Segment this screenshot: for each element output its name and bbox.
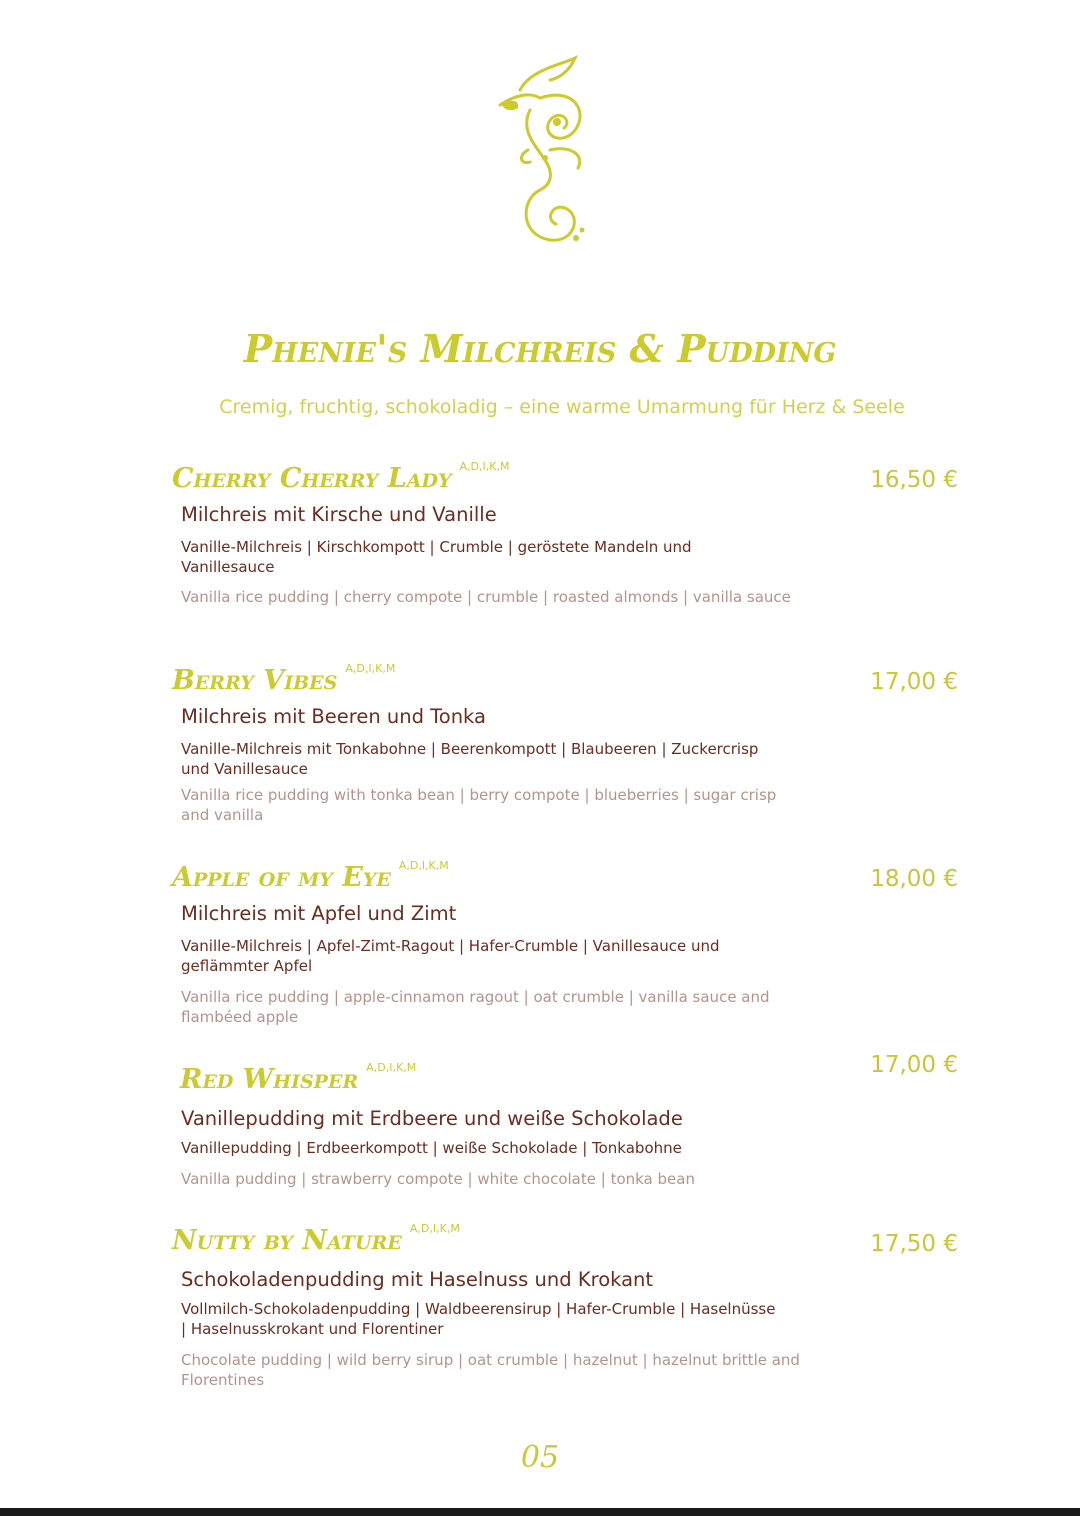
page-subtitle: Cremig, fruchtig, schokoladig – eine warme Umarmung für Herz & Seele [219, 396, 905, 418]
item-name: Nutty by Nature [172, 1225, 402, 1256]
item-description-de: Vanille-Milchreis mit Tonkabohne | Beerenkompott | Blaubeeren | Zuckercrisp und Vanillesauce [181, 740, 759, 778]
item-description-de: Vollmilch-Schokoladenpudding | Waldbeerensirup | Hafer-Crumble | Haselnüsse | Haselnusskrokant und Florentiner [181, 1300, 776, 1338]
seahorse-logo-icon [490, 50, 600, 250]
item-title-de: Milchreis mit Kirsche und Vanille [181, 503, 497, 526]
item-description-de: Vanille-Milchreis | Kirschkompott | Crumble | geröstete Mandeln und Vanillesauce [181, 538, 692, 576]
item-title-de: Vanillepudding mit Erdbeere und weiße Schokolade [181, 1107, 683, 1130]
item-name: Berry Vibes [172, 665, 338, 696]
item-name: Apple of my Eye [172, 862, 391, 893]
item-name-wrapper [180, 1061, 417, 1095]
item-description-en: Vanilla rice pudding | cherry compote | crumble | roasted almonds | vanilla sauce [181, 588, 791, 606]
item-description-en: Chocolate pudding | wild berry sirup | oat crumble | hazelnut | hazelnut brittle and Florentines [181, 1351, 800, 1389]
item-description-de: Vanille-Milchreis | Apfel-Zimt-Ragout | Hafer-Crumble | Vanillesauce und geflämmter Apfel [181, 937, 720, 975]
item-name-wrapper [172, 460, 510, 494]
item-description-en: Vanilla rice pudding | apple-cinnamon ragout | oat crumble | vanilla sauce and flambéed apple [181, 988, 770, 1026]
item-name: Cherry Cherry Lady [172, 463, 452, 494]
item-title-de: Milchreis mit Apfel und Zimt [181, 902, 457, 925]
item-name-wrapper [172, 859, 449, 893]
item-allergens: A,D,I,K,M [345, 662, 396, 675]
item-allergens: A,D,I,K,M [459, 460, 510, 473]
item-price: 18,00 € [870, 866, 958, 892]
item-price: 17,00 € [870, 669, 958, 695]
item-allergens: A,D,I,K,M [398, 859, 449, 872]
item-description-en: Vanilla pudding | strawberry compote | white chocolate | tonka bean [181, 1170, 695, 1188]
item-name-wrapper [172, 1222, 460, 1256]
item-price: 17,50 € [870, 1231, 958, 1257]
page-title: Phenie's Milchreis & Pudding [243, 326, 837, 371]
item-name-wrapper [172, 662, 396, 696]
item-title-de: Milchreis mit Beeren und Tonka [181, 705, 486, 728]
item-allergens: A,D,I,K,M [409, 1222, 460, 1235]
item-allergens: A,D,I,K,M [366, 1061, 417, 1074]
item-price: 16,50 € [870, 467, 958, 493]
item-title-de: Schokoladenpudding mit Haselnuss und Krokant [181, 1268, 654, 1291]
item-description-en: Vanilla rice pudding with tonka bean | berry compote | blueberries | sugar crisp and vanilla [181, 786, 777, 824]
item-price: 17,00 € [870, 1052, 958, 1078]
page-number: 05 [520, 1440, 560, 1475]
bottom-bar [0, 1508, 1080, 1516]
item-description-de: Vanillepudding | Erdbeerkompott | weiße Schokolade | Tonkabohne [181, 1139, 682, 1157]
item-name: Red Whisper [180, 1064, 359, 1095]
